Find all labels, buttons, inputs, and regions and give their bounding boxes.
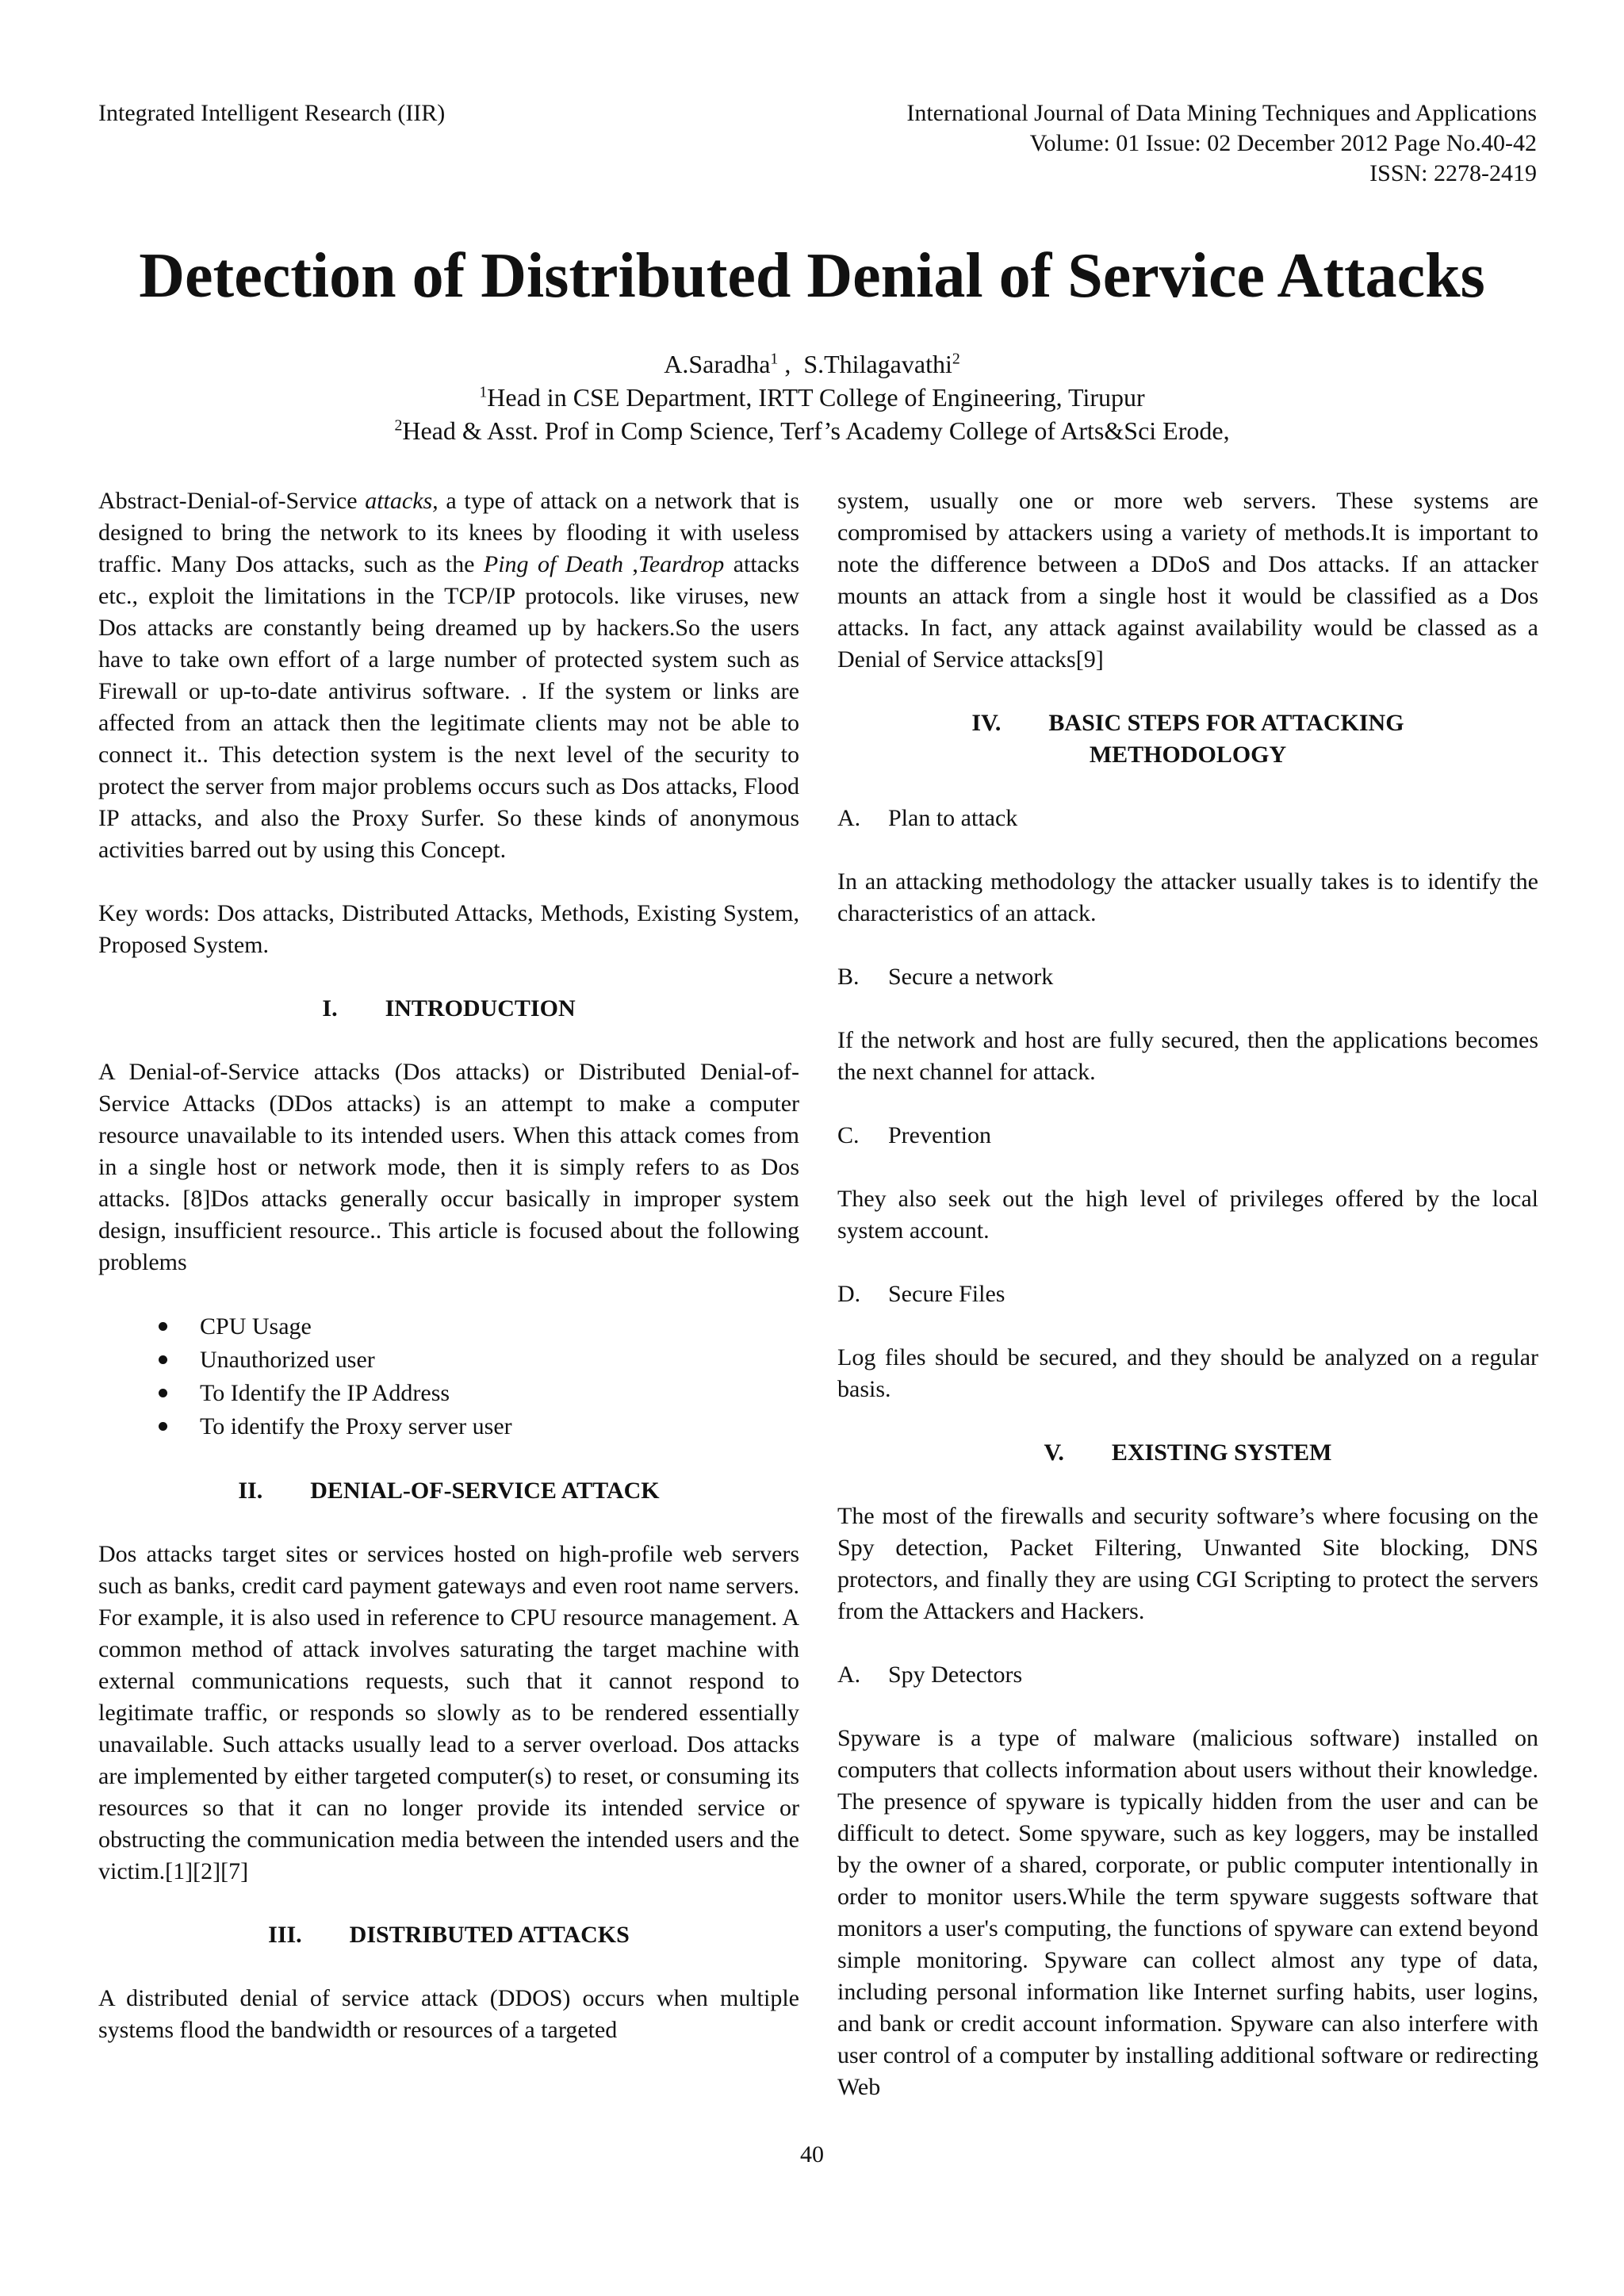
existing-paragraph: The most of the firewalls and security software’s where focusing on the Spy detection, Packet Filtering, Unwanted Site blocking, DNS protectors, and finally they are using CGI Scripting to protect the servers from the Attackers and Hackers.	[837, 1503, 1538, 1624]
affiliation-2	[0, 414, 1624, 447]
section-number: III.	[268, 1922, 302, 1948]
abstract-text-1: a type of attack on a network that is designed to bring the network to its knees by flooding it with useless traffic. Many Dos attacks, such as the	[98, 488, 799, 577]
dos-paragraph: Dos attacks target sites or services hosted on high-profile web servers such as banks, credit card payment gateways and even root name servers. For example, it is also used in reference to CPU resource management. A common method of attack involves saturating the target machine with external communications requests, such that it cannot respond to legitimate traffic, or responds so slowly as to be rendered essentially unavailable. Such attacks usually lead to a server overload. Dos attacks are implemented by either targeted computer(s) to reset, or consuming its resources so that it can no longer provide its intended service or obstructing the communication media between the intended users and the victim.[1][2][7]	[98, 1541, 799, 1884]
subsection-text: If the network and host are fully secured, then the applications becomes the next channel for attack.	[837, 1027, 1538, 1085]
abstract-text-3: attacks etc., exploit the limitations in the TCP/IP protocols. like viruses, new Dos attacks are constantly being dreamed up by hackers.So the users have to take own effort of a large number of protected system such as Firewall or up-to-date antivirus software. . If the system or links are affected from an attack then the legitimate clients may not be able to connect it.. This detection system is the next level of the security to protect the server from major problems occurs such as Dos attacks, Flood IP attacks, and also the Proxy Surfer. So these kinds of anonymous activities barred out by using this Concept.	[98, 551, 800, 863]
section-heading-attack-steps	[837, 707, 1538, 771]
subsection-heading	[837, 961, 1538, 993]
affiliation-2-text: Head & Asst. Prof in Comp Science, Terf’s Academy College of Arts&Sci Erode,	[402, 416, 1230, 445]
subsection-letter: B.	[837, 964, 860, 990]
journal-name: International Journal of Data Mining Techniques and Applications	[906, 100, 1537, 126]
spy-paragraph: Spyware is a type of malware (malicious software) installed on computers that collects information about users without their knowledge. The presence of spyware is typically hidden from the user and can be difficult to detect. Some spyware, such as key loggers, may be installed by the owner of a shared, corporate, or public computer intentionally in order to monitor users.While the term spyware suggests software that monitors a user's computing, the functions of spyware can extend beyond simple monitoring. Spyware can collect almost any type of data, including personal information like Internet surfing habits, user logins, and bank or credit account information. Spyware can also interfere with user control of a computer by installing additional software or redirecting Web	[837, 1725, 1538, 2100]
section-title: BASIC STEPS FOR ATTACKING METHODOLOGY	[1048, 710, 1404, 768]
subsection-heading	[837, 803, 1538, 834]
subsection-letter: C.	[837, 1122, 860, 1148]
section-number: I.	[322, 995, 338, 1022]
subsection-heading	[837, 1120, 1538, 1152]
subsection-letter: A.	[837, 805, 861, 831]
subsection-title: Spy Detectors	[888, 1662, 1023, 1688]
intro-paragraph: A Denial-of-Service attacks (Dos attacks) or Distributed Denial-of-Service Attacks (DDos attacks) is an attempt to make a computer resource unavailable to its intended users. When this attack comes from in a single host or network mode, then it is simply refers to as Dos attacks. [8]Dos attacks generally occur basically in improper system design, insufficient resource.. This article is focused about the following problems	[98, 1059, 799, 1275]
bullet-icon	[159, 1322, 167, 1331]
right-column	[837, 485, 1538, 2103]
abstract	[98, 485, 799, 866]
bullet-icon	[159, 1355, 167, 1364]
affiliation-1-text: Head in CSE Department, IRTT College of Engineering, Tirupur	[487, 383, 1145, 412]
page-number: 40	[800, 2141, 824, 2168]
author-2-sup: 2	[952, 350, 960, 368]
journal-info	[665, 98, 1537, 189]
section-heading-existing-system	[837, 1437, 1538, 1469]
author-2: S.Thilagavathi	[803, 350, 952, 378]
abstract-italic-1: attacks,	[365, 488, 439, 514]
author-separator: ,	[778, 350, 804, 378]
section-number: II.	[238, 1478, 263, 1504]
subsection-heading	[837, 1278, 1538, 1310]
section-number: V.	[1044, 1439, 1064, 1466]
list-item	[98, 1310, 799, 1343]
subsection-title: Secure Files	[888, 1281, 1005, 1307]
subsection-letter: A.	[837, 1662, 861, 1688]
author-names	[0, 347, 1624, 381]
list-item-text: To Identify the IP Address	[200, 1380, 450, 1406]
journal-publisher: Integrated Intelligent Research (IIR)	[98, 100, 446, 126]
section-title: DISTRIBUTED ATTACKS	[349, 1922, 630, 1948]
section-title: EXISTING SYSTEM	[1111, 1439, 1332, 1466]
abstract-text-2: ,	[623, 551, 638, 577]
section-heading-dos	[98, 1475, 799, 1507]
section-heading-introduction	[98, 993, 799, 1025]
subsection-title: Secure a network	[888, 964, 1054, 990]
left-column	[98, 485, 799, 2078]
subsection-title: Prevention	[888, 1122, 991, 1148]
bullet-icon	[159, 1422, 167, 1431]
section-title: INTRODUCTION	[385, 995, 576, 1022]
intro-bullet-list	[98, 1310, 799, 1443]
subsection-text: Log files should be secured, and they should be analyzed on a regular basis.	[837, 1344, 1538, 1402]
keywords: Key words: Dos attacks, Distributed Attacks, Methods, Existing System, Proposed System.	[98, 900, 799, 958]
subsection-title: Plan to attack	[888, 805, 1018, 831]
subsection-heading	[837, 1659, 1538, 1691]
author-1-sup: 1	[770, 350, 779, 368]
affiliation-2-sup: 2	[394, 416, 403, 435]
bullet-icon	[159, 1389, 167, 1397]
section-heading-distributed	[98, 1919, 799, 1951]
author-1: A.Saradha	[664, 350, 771, 378]
list-item	[98, 1343, 799, 1377]
list-item	[98, 1377, 799, 1410]
ddos-paragraph: A distributed denial of service attack (DDOS) occurs when multiple systems flood the bandwidth or resources of a targeted	[98, 1985, 799, 2043]
affiliation-1-sup: 1	[479, 383, 488, 401]
paper-title: Detection of Distributed Denial of Service Attacks	[139, 241, 1485, 311]
section-title: DENIAL-OF-SERVICE ATTACK	[310, 1478, 660, 1504]
abstract-lead: Abstract-Denial-of-Service	[98, 488, 366, 514]
abstract-italic-3: Teardrop	[638, 551, 725, 577]
subsection-letter: D.	[837, 1281, 861, 1307]
list-item-text: Unauthorized user	[200, 1347, 375, 1373]
affiliation-1	[0, 381, 1624, 414]
author-block	[0, 347, 1624, 447]
subsection-text: They also seek out the high level of privileges offered by the local system account.	[837, 1186, 1538, 1244]
journal-issn: ISSN: 2278-2419	[1369, 160, 1537, 186]
journal-volume: Volume: 01 Issue: 02 December 2012 Page No.40-42	[1029, 130, 1537, 156]
subsection-text: In an attacking methodology the attacker usually takes is to identify the characteristics of an attack.	[837, 868, 1538, 926]
list-item	[98, 1410, 799, 1443]
list-item-text: To identify the Proxy server user	[200, 1413, 512, 1439]
list-item-text: CPU Usage	[200, 1313, 312, 1340]
abstract-italic-2: Ping of Death	[483, 551, 624, 577]
ddos-paragraph-continued: system, usually one or more web servers. These systems are compromised by attackers using a variety of methods.It is important to note the difference between a DDoS and Dos attacks. If an attacker mounts an attack from a single host it would be classified as a Dos attacks. In fact, any attack against availability would be classed as a Denial of Service attacks[9]	[837, 488, 1538, 673]
section-number: IV.	[971, 710, 1002, 736]
